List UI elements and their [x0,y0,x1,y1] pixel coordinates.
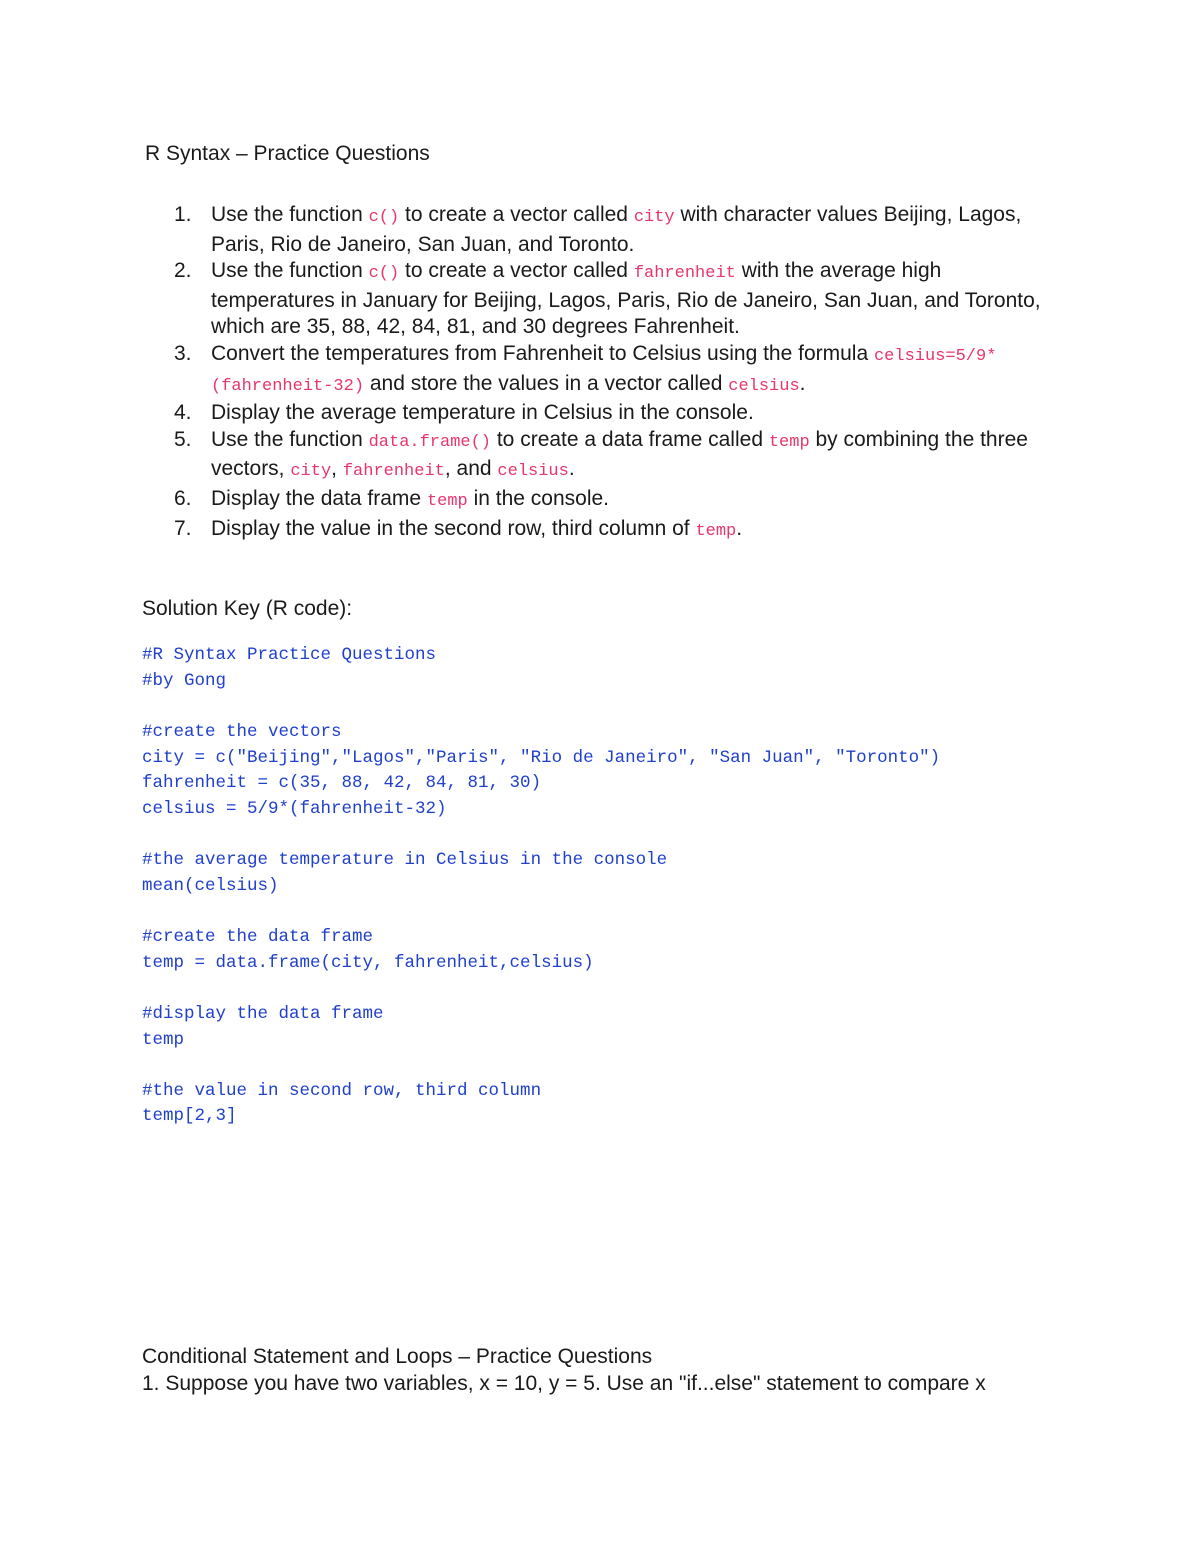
inline-code: c() [368,208,400,227]
code-line: #by Gong [142,671,227,691]
code-line: temp[2,3] [142,1106,237,1126]
list-item: 4. Display the average temperature in Celsius in the console. [142,400,1052,427]
list-item: 2. Use the function c() to create a vector called fahrenheit with the average high temperatures in January for Beijing, Lagos, Paris, Rio de Janeiro, San Juan, and Toronto, which are 35, 88, 42, 84, 81, and 30 degrees Fahrenheit. [174,259,1041,339]
section-heading: Conditional Statement and Loops – Practice Questions [142,1345,653,1368]
solution-key-heading: Solution Key (R code): [142,597,353,620]
inline-code: celsius [728,376,800,396]
inline-code: data.frame() [368,432,492,452]
list-number: 6. [174,486,192,510]
inline-code: city [290,462,332,482]
list-number: 1. [174,203,192,226]
list-number: 3. [174,341,192,365]
list-item: 5. Use the function data.frame() to create a data frame called temp by combining the three vectors, city, fahrenheit, and celsius. [174,427,1028,482]
code-line: #the average temperature in Celsius in the console [142,850,668,870]
inline-code: celsius=5/9*(fahrenheit-32) [211,346,997,396]
code-line: #the value in second row, third column [142,1081,542,1101]
inline-code: fahrenheit [342,462,445,482]
inline-code: temp [426,491,468,511]
question-text: 1. Suppose you have two variables, x = 10, y = 5. Use an "if...else" statement to compare x [142,1372,986,1395]
list-number: 5. [174,427,192,451]
code-line: #display the data frame [142,1004,384,1024]
list-number: 4. [174,401,192,425]
code-line: temp [142,1030,185,1050]
code-line: #R Syntax Practice Questions [142,645,437,665]
inline-code: c() [368,264,400,284]
code-line: #create the vectors [142,722,342,742]
inline-code: fahrenheit [633,264,736,284]
inline-code: celsius [497,462,569,482]
code-line: celsius = 5/9*(fahrenheit-32) [142,799,447,819]
code-line: city = c("Beijing","Lagos","Paris", "Rio de Janeiro", "San Juan", "Toronto") [142,748,941,768]
code-line: mean(celsius) [142,876,279,896]
inline-code: temp [695,521,737,541]
list-item: 1. Use the function c() to create a vector called city with character values Beijing, Lagos, Paris, Rio de Janeiro, San Juan, and Toronto. [174,203,1022,256]
list-item: 3. Convert the temperatures from Fahrenheit to Celsius using the formula celsius=5/9*(fahrenheit-32) and store the values in a vector called celsius. [174,341,997,396]
code-line: fahrenheit = c(35, 88, 42, 84, 81, 30) [142,773,542,793]
practice-questions-list [142,202,1052,545]
list-item: 6. Display the data frame temp in the console. [174,486,610,511]
list-number: 2. [174,259,192,283]
code-line: temp = data.frame(city, fahrenheit,celsius) [142,953,594,973]
list-number: 7. [174,516,192,540]
page-title: R Syntax – Practice Questions [145,142,430,165]
inline-code: temp [768,432,810,452]
code-line: #create the data frame [142,927,374,947]
list-item: 7. Display the value in the second row, third column of temp. [174,516,743,541]
inline-code: city [633,208,675,227]
